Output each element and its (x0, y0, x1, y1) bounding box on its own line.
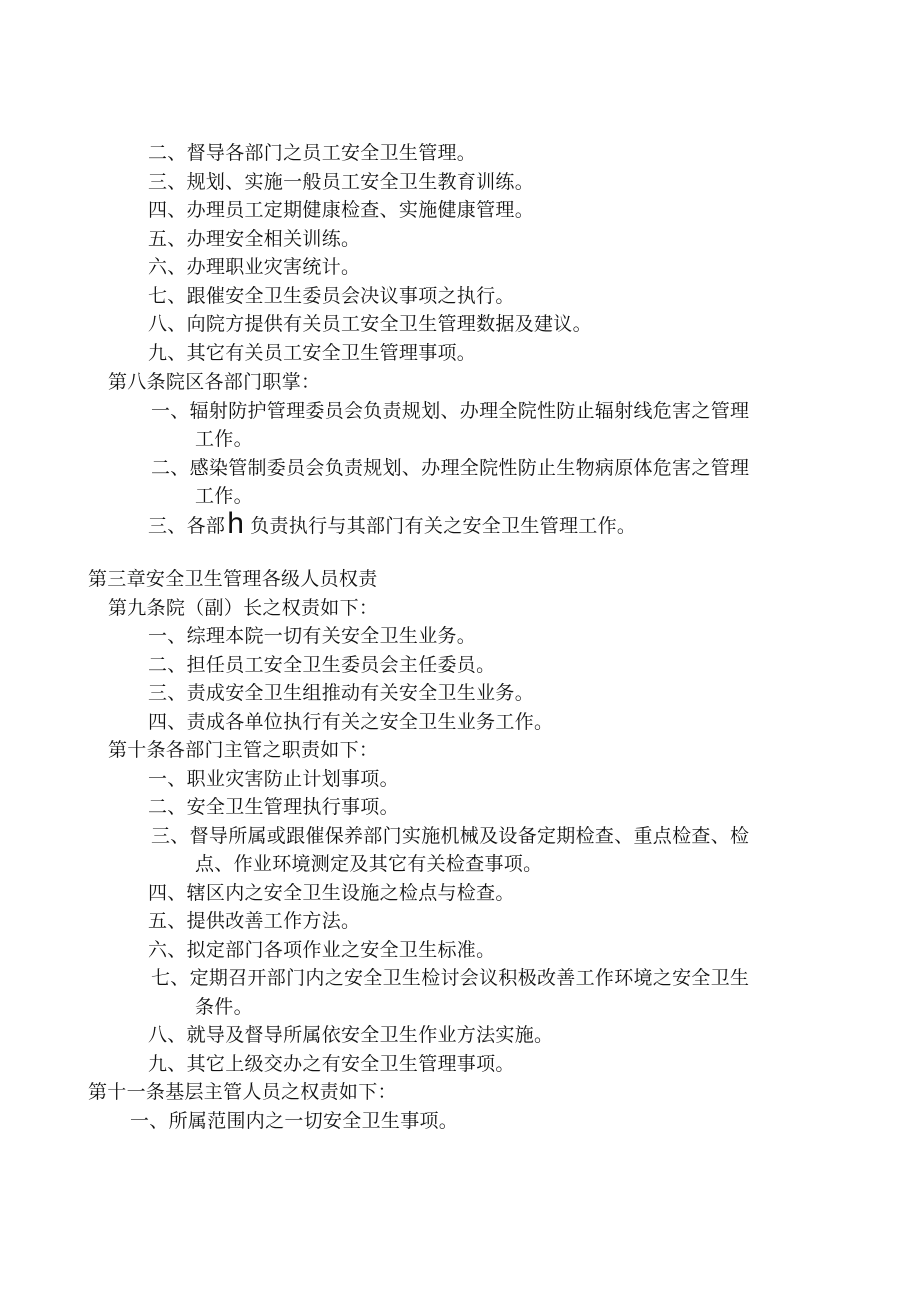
s7-item-8: 八、向院方提供有关员工安全卫生管理数据及建议。 (148, 313, 592, 335)
s7-item-6: 六、办理职业灾害统计。 (148, 256, 361, 278)
article9-item4: 四、责成各单位执行有关之安全卫生业务工作。 (148, 711, 554, 733)
article10-item3-line2: 点、作业环境测定及其它有关检查事项。 (195, 853, 543, 875)
s7-item-5: 五、办理安全相关训练。 (148, 228, 361, 250)
article8-item1-line1: 一、辐射防护管理委员会负责规划、办理全院性防止辐射线危害之管理 (151, 400, 750, 422)
article8-item3 (148, 507, 637, 540)
article10-item4: 四、辖区内之安全卫生设施之检点与检查。 (148, 882, 515, 904)
article11-heading: 第十一条基层主管人员之权责如下： (88, 1081, 397, 1103)
s7-item-3: 三、规划、实施一般员工安全卫生教育训练。 (148, 171, 535, 193)
s7-item-2: 二、督导各部门之员工安全卫生管理。 (148, 142, 477, 164)
article10-item1: 一、职业灾害防止计划事项。 (148, 768, 399, 790)
article8-item1-line2: 工作。 (195, 428, 253, 450)
article8-item3-suffix: 负责执行与其部门有关之安全卫生管理工作。 (250, 515, 637, 537)
article10-item6: 六、拟定部门各项作业之安全卫生标准。 (148, 939, 496, 961)
article8-item3-prefix: 三、各部 (148, 515, 226, 537)
article8-item3-glyph: h (227, 507, 245, 540)
article9-item1: 一、综理本院一切有关安全卫生业务。 (148, 625, 477, 647)
article10-item7-line2: 条件。 (195, 996, 253, 1018)
s7-item-7: 七、跟催安全卫生委员会决议事项之执行。 (148, 285, 515, 307)
article9-item2: 二、担任员工安全卫生委员会主任委员。 (148, 654, 496, 676)
article10-item5: 五、提供改善工作方法。 (148, 910, 361, 932)
chapter3-title: 第三章安全卫生管理各级人员权责 (88, 568, 378, 590)
article9-item3: 三、责成安全卫生组推动有关安全卫生业务。 (148, 682, 535, 704)
article10-item9: 九、其它上级交办之有安全卫生管理事项。 (148, 1053, 515, 1075)
article10-item7-line1: 七、定期召开部门内之安全卫生检讨会议积极改善工作环境之安全卫生 (151, 967, 750, 989)
article8-item2-line1: 二、感染管制委员会负责规划、办理全院性防止生物病原体危害之管理 (151, 457, 750, 479)
article8-heading: 第八条院区各部门职掌： (108, 371, 321, 393)
s7-item-4: 四、办理员工定期健康检查、实施健康管理。 (148, 199, 535, 221)
article10-item8: 八、就导及督导所属依安全卫生作业方法实施。 (148, 1024, 554, 1046)
article9-heading: 第九条院（副）长之权责如下： (108, 597, 379, 619)
article10-item2: 二、安全卫生管理执行事项。 (148, 796, 399, 818)
s7-item-9: 九、其它有关员工安全卫生管理事项。 (148, 342, 477, 364)
article11-item1: 一、所属范围内之一切安全卫生事项。 (130, 1110, 459, 1132)
article10-item3-line1: 三、督导所属或跟催保养部门实施机械及设备定期检查、重点检查、检 (151, 825, 750, 847)
article8-item2-line2: 工作。 (195, 485, 253, 507)
article10-heading: 第十条各部门主管之职责如下： (108, 739, 379, 761)
